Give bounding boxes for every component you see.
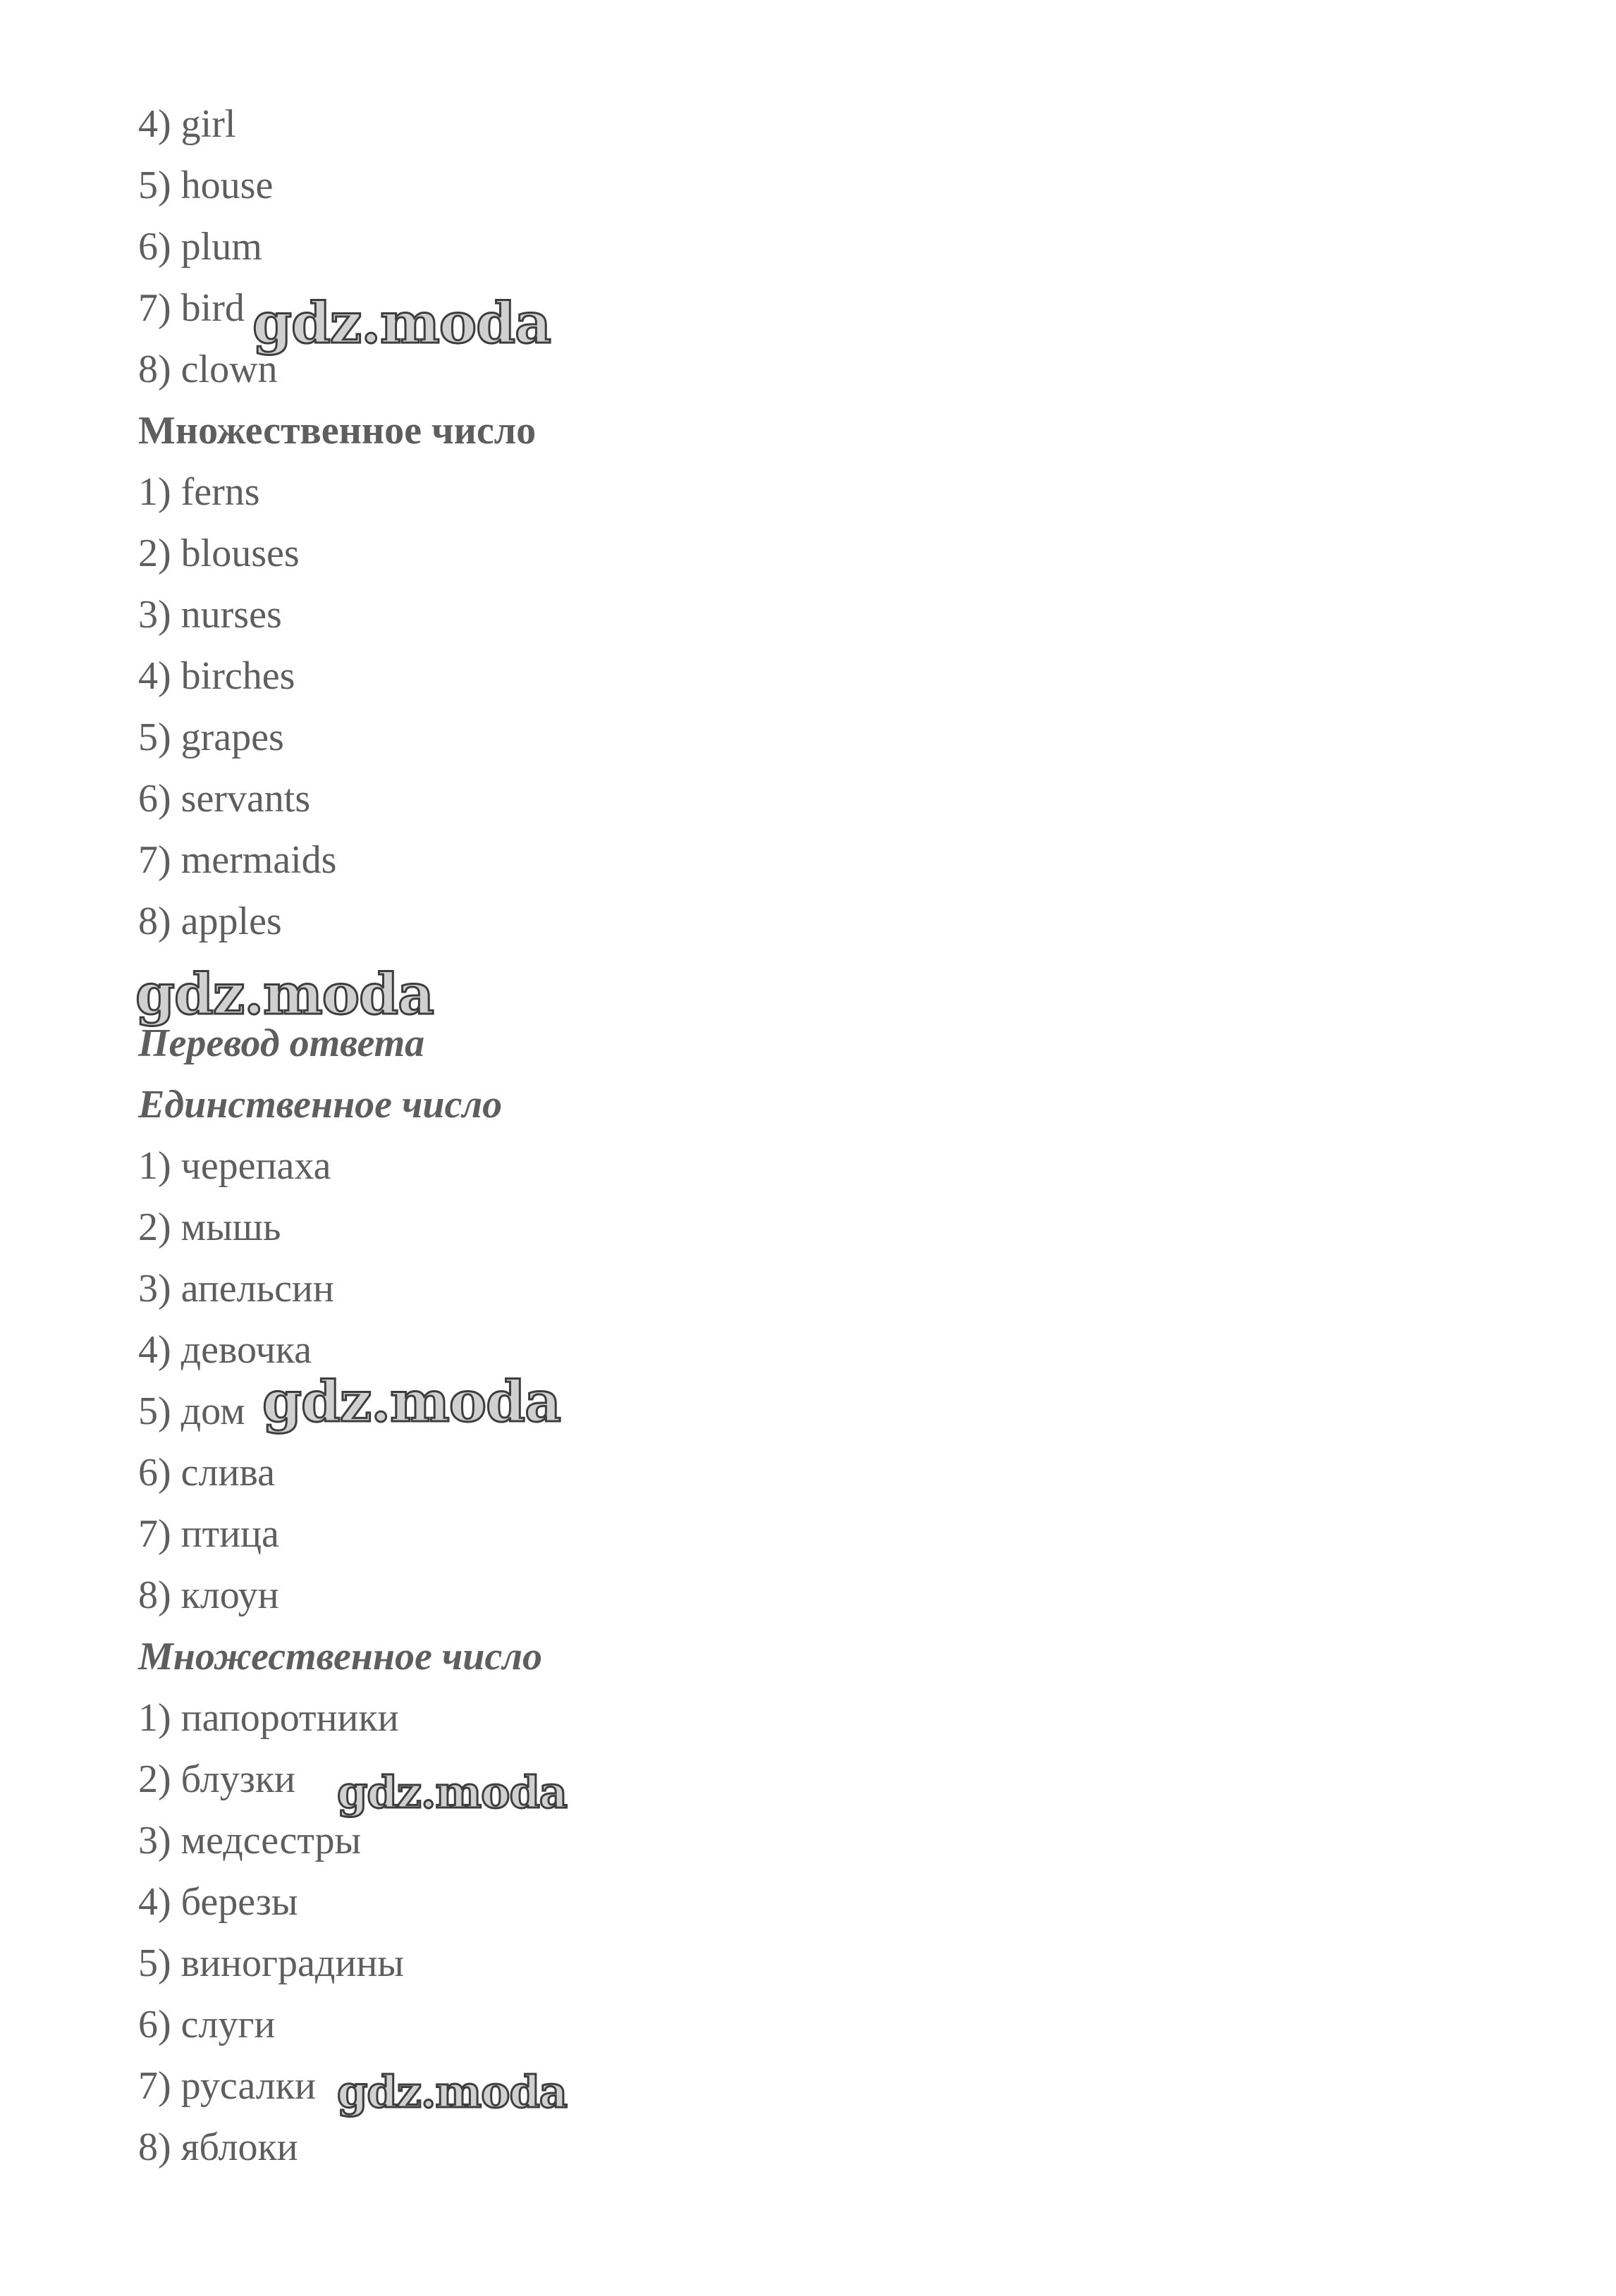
list-item: 1) ferns	[138, 470, 260, 514]
list-item: 4) девочка	[138, 1328, 312, 1372]
list-item: 6) servants	[138, 777, 311, 821]
watermark-logo: gdz.moda	[337, 2066, 567, 2118]
list-item: 4) birches	[138, 654, 295, 698]
list-item: 8) клоун	[138, 1573, 279, 1617]
section-heading-plural-translation: Множественное число	[138, 1635, 542, 1678]
list-item: 2) мышь	[138, 1205, 281, 1249]
list-item: 1) папоротники	[138, 1696, 399, 1740]
list-item: 5) дом	[138, 1389, 245, 1433]
list-item: 5) house	[138, 164, 274, 207]
watermark-logo: gdz.moda	[252, 290, 551, 356]
list-item: 7) птица	[138, 1512, 279, 1556]
translation-heading: Перевод ответа	[138, 1021, 425, 1065]
list-item: 6) слуги	[138, 2003, 276, 2046]
list-item: 2) blouses	[138, 532, 300, 575]
list-item: 5) виноградины	[138, 1941, 404, 1985]
list-item: 3) апельсин	[138, 1267, 334, 1310]
list-item: 7) bird	[138, 286, 245, 330]
section-heading-plural: Множественное число	[138, 409, 537, 453]
list-item: 4) girl	[138, 102, 236, 146]
list-item: 2) блузки	[138, 1757, 295, 1801]
list-item: 7) русалки	[138, 2064, 316, 2108]
list-item: 5) grapes	[138, 716, 284, 759]
list-item: 8) apples	[138, 900, 282, 943]
list-item: 3) медсестры	[138, 1819, 362, 1862]
list-item: 7) mermaids	[138, 838, 337, 882]
list-item: 6) plum	[138, 225, 262, 269]
list-item: 3) nurses	[138, 593, 282, 637]
watermark-logo: gdz.moda	[337, 1767, 567, 1818]
watermark-logo: gdz.moda	[135, 961, 434, 1027]
list-item: 4) березы	[138, 1880, 298, 1924]
watermark-logo: gdz.moda	[262, 1368, 561, 1435]
list-item: 6) слива	[138, 1451, 275, 1494]
list-item: 1) черепаха	[138, 1144, 331, 1188]
list-item: 8) clown	[138, 348, 278, 391]
section-heading-singular: Единственное число	[138, 1083, 503, 1126]
list-item: 8) яблоки	[138, 2125, 298, 2169]
